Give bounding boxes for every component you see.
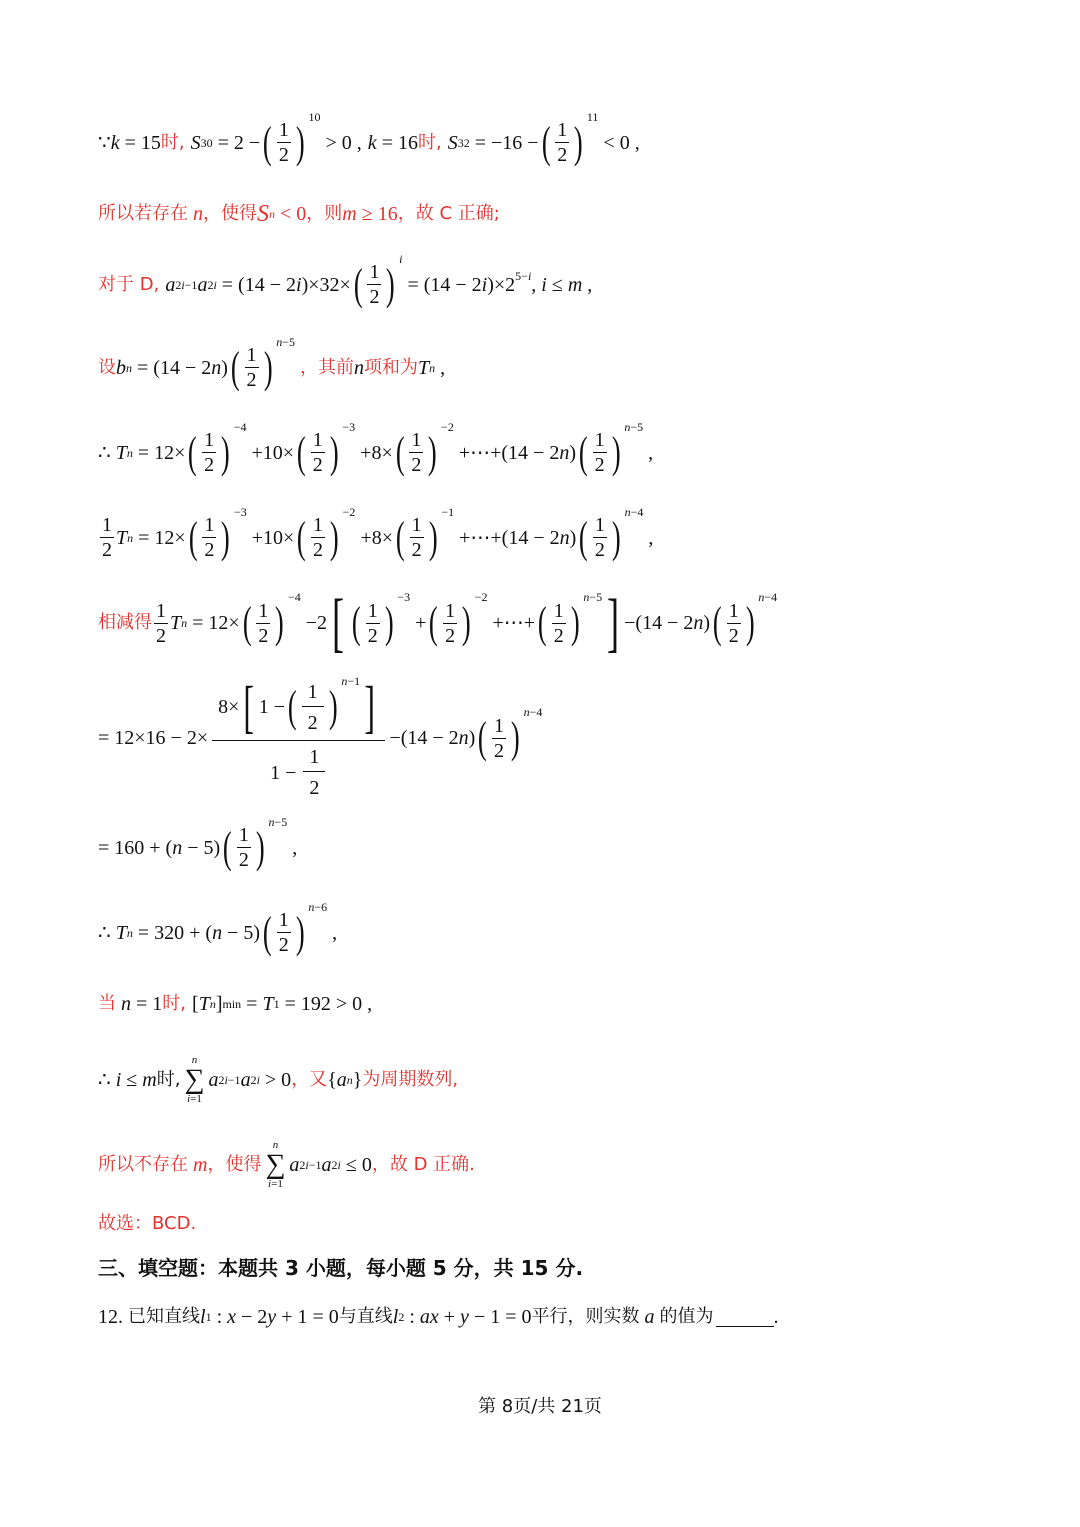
solution-line-13: 所以不存在 m ，使得 n ∑ i=1 a 2i−1 a 2i ≤ 0 ，故 D 正确.: [98, 1139, 475, 1190]
page-footer: 第 8页/共 21页: [478, 1396, 602, 1417]
text-l2-2: ，使得: [203, 203, 257, 224]
text-l13-2: ，又: [291, 1069, 328, 1090]
solution-line-11: 当 n = 1 时, [ T n ] min = T 1 = 192 > 0 ,: [98, 993, 373, 1015]
q12-end: .: [773, 1306, 779, 1328]
text-l2-4: ，故 C 正确;: [397, 203, 500, 224]
solution-line-2: 所以若存在 n ，使得 S n < 0 ，则 m ≥ 16 ，故 C 正确;: [98, 201, 500, 227]
solution-line-1: ∵ k = 15 时, S 30 = 2 − ( $\frac{1}{2}$ ) 10 > 0 , k = 16 时, S 32 = −16 − ( $\frac{1}{2}$ ) 11 < 0 ,: [98, 109, 640, 167]
text-l13-1: 时,: [156, 1069, 181, 1090]
text-l2-3: ，则: [306, 203, 343, 224]
question-number: 12.: [98, 1306, 123, 1328]
text-shi-1: 时,: [160, 131, 185, 153]
answer-blank[interactable]: [716, 1308, 774, 1327]
solution-line-4: 设 b n = (14 − 2 n ) ( $\frac{1}{2}$ ) n−5 ，其前 n 项和为 T n ,: [98, 334, 446, 392]
solution-line-14: [98, 1215, 196, 1233]
text-l4-1: 设: [98, 356, 116, 378]
text-l14-2: ，使得: [207, 1154, 262, 1175]
because-symbol: ∵: [98, 131, 111, 154]
solution-line-3: 对于 D, a 2i−1 a 2i = (14 − 2 i )×32× ( $\frac{1}{2}$ ) i = (14 − 2 i )×2 5−i , i ≤ m ,: [98, 251, 593, 309]
q12-text-3: 平行，则实数: [531, 1306, 640, 1327]
q12-text-2: 与直线: [338, 1306, 393, 1327]
section-title: 三、填空题：本题共 3 小题，每小题 5 分，共 15 分.: [98, 1256, 584, 1280]
solution-line-8: = 12×16 − 2× 8× [ 1 − ( $\frac{1}{2}$ ) n−1 ] 1 − $\frac{1}{2}$ −(14 − 2 n ) ( $\frac{1}{2}$ ) n−4: [98, 674, 543, 799]
solution-line-5: ∴ T n = 12× ( $\frac{1}{2}$ ) −4 +10× ( $\frac{1}{2}$ ) −3 +8× ( $\frac{1}{2}$ ) −2 +⋯+(14 − 2 n ) ( $\frac{1}{2}$ ) n−5 ,: [98, 419, 654, 477]
text-l12-2: 时,: [162, 993, 187, 1014]
text-l4-3: 项和为: [363, 356, 418, 378]
text-l8-1: 相减得: [98, 612, 152, 633]
text-l4-2: ，其前: [299, 356, 354, 378]
solution-line-7: 相减得 $\frac{1}{2}$ T n = 12× ( $\frac{1}{2}$ ) −4 −2 [ ( $\frac{1}{2}$ ) −3 + ( $\frac{1}{2}$ ) −2 +⋯+ ( $\frac{1}{2}$ ) n−5 ] −(14 − 2 n ) ( $\frac{1}{2}$ ) n−4: [98, 586, 778, 659]
solution-line-10: ∴ T n = 320 + ( n − 5) ( $\frac{1}{2}$ ) n−6 ,: [98, 899, 338, 957]
text-shi-2: 时,: [417, 131, 442, 153]
text-l3-1: 对于 D,: [98, 273, 160, 295]
solution-line-9: = 160 + ( n − 5) ( $\frac{1}{2}$ ) n−5 ,: [98, 814, 298, 872]
question-12: 12. 已知直线 l 1 : x − 2 y + 1 = 0 与直线 l 2 : ax + y − 1 = 0 平行，则实数 a 的值为 .: [98, 1306, 779, 1328]
text-l14-1: 所以不存在: [98, 1154, 188, 1175]
text-l12-1: 当: [98, 993, 116, 1014]
answer-choice: 故选：BCD.: [98, 1213, 197, 1234]
text-l14-3: ，故 D 正确.: [371, 1154, 475, 1175]
q12-text-4: 的值为: [659, 1306, 714, 1327]
solution-line-6: $\frac{1}{2}$ T n = 12× ( $\frac{1}{2}$ ) −3 +10× ( $\frac{1}{2}$ ) −2 +8× ( $\frac{1}{2}$ ) −1 +⋯+(14 − 2 n ) ( $\frac{1}{2}$ ) n−4 ,: [102, 504, 654, 562]
q12-text-1: 已知直线: [128, 1306, 200, 1327]
section-heading: [98, 1258, 583, 1278]
solution-line-12: ∴ i ≤ m 时, n ∑ i=1 a 2i−1 a 2i > 0 ，又 { a n } 为周期数列,: [98, 1054, 459, 1105]
text-l13-3: 为周期数列,: [362, 1069, 459, 1090]
text-l2-1: 所以若存在: [98, 203, 188, 224]
